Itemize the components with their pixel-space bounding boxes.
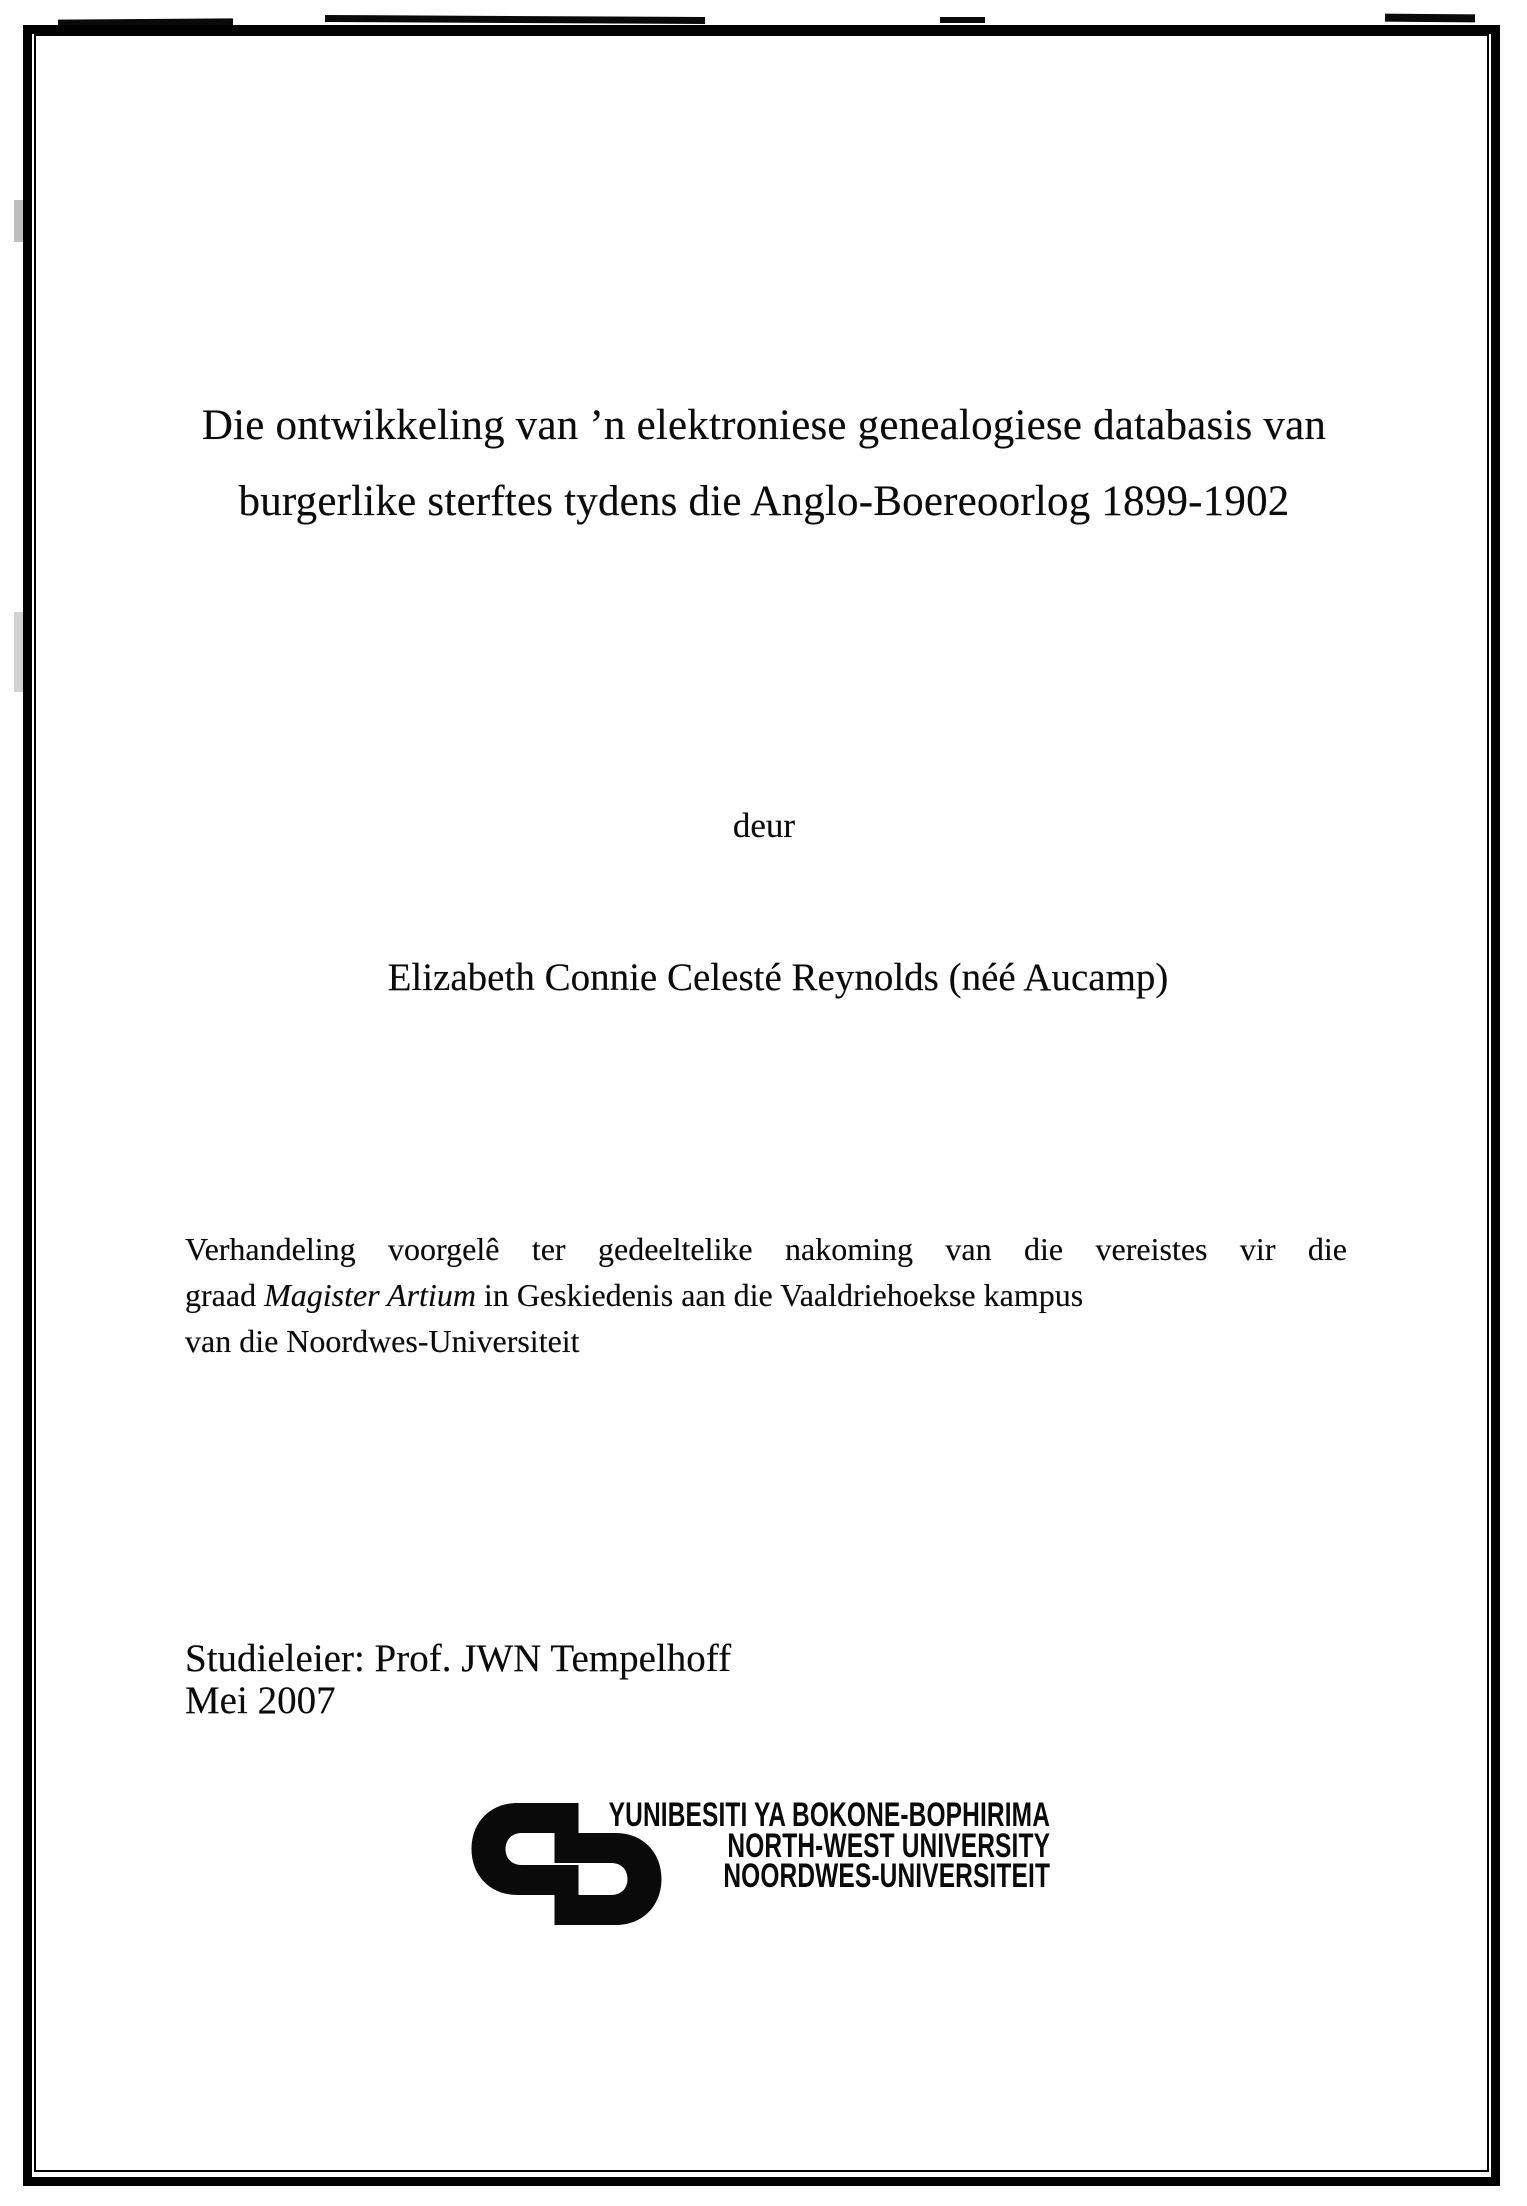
scan-artifact xyxy=(325,15,705,24)
university-logo xyxy=(470,1796,1090,1940)
degree-name-italic: Magister Artium xyxy=(264,1277,476,1313)
scan-artifact xyxy=(14,612,23,692)
logo-line-english: NORTH-WEST UNIVERSITY xyxy=(727,1826,1050,1865)
thesis-statement-line3: van die Noordwes-Universiteit xyxy=(185,1323,580,1359)
statement-line2-pre: graad xyxy=(185,1277,265,1313)
supervisor-line: Studieleier: Prof. JWN Tempelhoff xyxy=(185,1637,732,1680)
scan-artifact xyxy=(1385,14,1475,23)
author-name: Elizabeth Connie Celesté Reynolds (néé Aucamp) xyxy=(387,956,1169,999)
thesis-title-line2: burgerlike sterftes tydens die Anglo-Boereoorlog 1899-1902 xyxy=(238,478,1290,525)
logo-line-afrikaans: NOORDWES-UNIVERSITEIT xyxy=(723,1857,1050,1895)
date-line: Mei 2007 xyxy=(185,1679,336,1722)
thesis-title xyxy=(182,388,1346,540)
byline-deur: deur xyxy=(732,806,796,845)
thesis-statement xyxy=(185,1226,1347,1364)
thesis-statement-line1: Verhandeling voorgelê ter gedeeltelike nakoming van die vereistes vir die xyxy=(185,1231,1347,1267)
thesis-statement-line2 xyxy=(185,1272,1347,1318)
logo-line-setswana: YUNIBESITI YA BOKONE-BOPHIRIMA xyxy=(608,1796,1050,1834)
statement-line2-post: in Geskiedenis aan die Vaaldriehoekse kampus xyxy=(475,1277,1084,1313)
scan-artifact xyxy=(940,17,985,23)
thesis-title-line1: Die ontwikkeling van ’n elektroniese genealogiese databasis van xyxy=(201,402,1327,449)
university-logo-text xyxy=(608,1796,1050,1895)
supervisor-block xyxy=(185,1638,731,1722)
